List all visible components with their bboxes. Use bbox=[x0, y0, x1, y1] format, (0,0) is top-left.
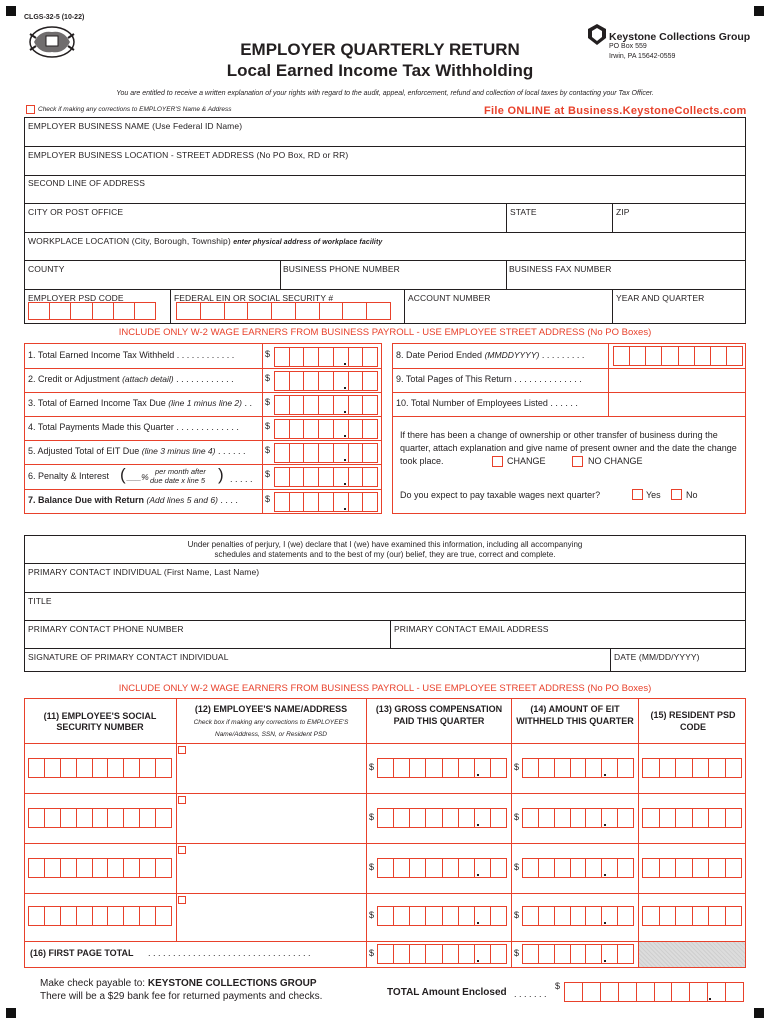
decimal-point bbox=[477, 960, 479, 962]
col-name-note: Check box if making any corrections to EMPLOYEE'S Name/Address, SSN, or Resident PSD bbox=[193, 719, 349, 738]
expect-no-checkbox[interactable] bbox=[671, 489, 682, 500]
county-field[interactable]: COUNTY bbox=[28, 264, 65, 274]
line3-dots: . . bbox=[244, 398, 253, 408]
include-notice-2: INCLUDE ONLY W-2 WAGE EARNERS FROM BUSINESS PAYROLL - USE EMPLOYEE STREET ADDRESS (No PO Boxes) bbox=[118, 683, 652, 694]
no-change-label: NO CHANGE bbox=[588, 456, 643, 466]
federal-ein-field[interactable]: FEDERAL EIN OR SOCIAL SECURITY # bbox=[174, 293, 334, 303]
employer-psd-cells[interactable] bbox=[28, 302, 156, 320]
decimal-point bbox=[477, 874, 479, 876]
line1-amount-cells[interactable] bbox=[274, 347, 378, 367]
col-eit-header: (14) AMOUNT OF EIT WITHHELD THIS QUARTER bbox=[516, 704, 634, 726]
line8-text: 8. Date Period Ended bbox=[396, 350, 483, 360]
decimal-point bbox=[477, 824, 479, 826]
gross-compensation-cells[interactable] bbox=[377, 858, 507, 878]
first-page-total-dots: . . . . . . . . . . . . . . . . . . . . . . . . . . . . . . . . . bbox=[148, 948, 311, 958]
shaded-cell bbox=[639, 942, 745, 967]
line6-percent[interactable]: ___% bbox=[127, 472, 149, 482]
resident-psd-cells[interactable] bbox=[642, 906, 742, 926]
city-field[interactable]: CITY OR POST OFFICE bbox=[28, 207, 124, 217]
bank-fee-note: There will be a $29 bank fee for returned payments and checks. bbox=[40, 991, 323, 1002]
total-enclosed-dots: . . . . . . . bbox=[514, 989, 547, 999]
contact-title-field[interactable]: TITLE bbox=[28, 596, 52, 606]
employer-psd-field[interactable]: EMPLOYER PSD CODE bbox=[28, 293, 124, 303]
business-name-field[interactable]: EMPLOYER BUSINESS NAME (Use Federal ID Name) bbox=[28, 121, 243, 131]
eit-withheld-cells[interactable] bbox=[522, 758, 634, 778]
line7-dots: . . . . bbox=[220, 495, 238, 505]
workplace-label: WORKPLACE LOCATION (City, Borough, Township) bbox=[28, 236, 231, 246]
dollar-sign: $ bbox=[514, 762, 520, 772]
line1-label: 1. Total Earned Income Tax Withheld . . . . . . . . . . . . bbox=[28, 350, 235, 360]
business-fax-field[interactable]: BUSINESS FAX NUMBER bbox=[509, 264, 612, 274]
second-address-field[interactable]: SECOND LINE OF ADDRESS bbox=[28, 178, 145, 188]
resident-psd-cells[interactable] bbox=[642, 858, 742, 878]
col-psd-header: (15) RESIDENT PSD CODE bbox=[650, 710, 736, 732]
dollar-sign: $ bbox=[514, 948, 520, 958]
registration-mark bbox=[754, 1008, 764, 1018]
line6-amount-cells[interactable] bbox=[274, 467, 378, 487]
line7-text: 7. Balance Due with Return bbox=[28, 495, 145, 505]
year-quarter-field[interactable]: YEAR AND QUARTER bbox=[616, 293, 705, 303]
workplace-hint: enter physical address of workplace facility bbox=[233, 239, 383, 246]
employer-correction-checkbox[interactable] bbox=[26, 105, 35, 114]
registration-mark bbox=[6, 1008, 16, 1018]
line6-label: 6. Penalty & Interest bbox=[28, 471, 110, 481]
line6-close-paren: ) bbox=[218, 465, 224, 484]
payable-line bbox=[40, 978, 317, 989]
decimal-point bbox=[344, 363, 346, 365]
decimal-point bbox=[477, 922, 479, 924]
zip-field[interactable]: ZIP bbox=[616, 207, 630, 217]
contact-name-field[interactable]: PRIMARY CONTACT INDIVIDUAL (First Name, Last Name) bbox=[28, 567, 260, 577]
change-checkbox[interactable] bbox=[492, 456, 503, 467]
decimal-point bbox=[604, 874, 606, 876]
employee-correction-checkbox[interactable] bbox=[178, 896, 186, 904]
dollar-sign: $ bbox=[514, 862, 520, 872]
decimal-point bbox=[344, 435, 346, 437]
registration-mark bbox=[754, 6, 764, 16]
state-field[interactable]: STATE bbox=[510, 207, 537, 217]
expect-wages-question: Do you expect to pay taxable wages next quarter? bbox=[400, 490, 601, 500]
line8-label bbox=[396, 350, 584, 360]
signature-field[interactable]: SIGNATURE OF PRIMARY CONTACT INDIVIDUAL bbox=[28, 652, 229, 662]
line3-note: (line 1 minus line 2) bbox=[168, 398, 242, 408]
contact-email-field[interactable]: PRIMARY CONTACT EMAIL ADDRESS bbox=[394, 624, 549, 634]
line8-dots: . . . . . . . . . bbox=[541, 350, 585, 360]
dollar-sign: $ bbox=[369, 812, 375, 822]
line3-text: 3. Total of Earned Income Tax Due bbox=[28, 398, 166, 408]
decimal-point bbox=[344, 459, 346, 461]
pa-seal-icon bbox=[26, 24, 78, 60]
page-subtitle: Local Earned Income Tax Withholding bbox=[226, 61, 534, 80]
col-gross-header: (13) GROSS COMPENSATION PAID THIS QUARTER bbox=[375, 704, 503, 726]
line6-note2: due date x line 5 bbox=[150, 476, 206, 485]
total-eit-cells[interactable] bbox=[522, 944, 634, 964]
eit-withheld-cells[interactable] bbox=[522, 858, 634, 878]
dollar-sign: $ bbox=[265, 421, 271, 431]
file-online-link[interactable]: File ONLINE at Business.KeystoneCollects.com bbox=[484, 105, 747, 117]
line5-label bbox=[28, 446, 246, 456]
eit-withheld-cells[interactable] bbox=[522, 906, 634, 926]
dollar-sign: $ bbox=[555, 981, 561, 991]
dollar-sign: $ bbox=[265, 494, 271, 504]
expect-yes-label: Yes bbox=[646, 490, 661, 500]
gross-compensation-cells[interactable] bbox=[377, 808, 507, 828]
line8-note: (MMDDYYYY) bbox=[484, 350, 540, 360]
decimal-point bbox=[344, 387, 346, 389]
line3-label bbox=[28, 398, 252, 408]
resident-psd-cells[interactable] bbox=[642, 758, 742, 778]
employer-correction-label: Check if making any corrections to EMPLOYER'S Name & Address bbox=[38, 106, 232, 113]
line6-note bbox=[150, 467, 206, 485]
total-enclosed-cells[interactable] bbox=[564, 982, 744, 1002]
registration-mark bbox=[6, 6, 16, 16]
col-ssn-header: (11) EMPLOYEE'S SOCIAL SECURITY NUMBER bbox=[43, 711, 157, 732]
line2-text: 2. Credit or Adjustment bbox=[28, 374, 120, 384]
no-change-checkbox[interactable] bbox=[572, 456, 583, 467]
include-notice: INCLUDE ONLY W-2 WAGE EARNERS FROM BUSINESS PAYROLL - USE EMPLOYEE STREET ADDRESS (No PO Boxes) bbox=[118, 327, 652, 338]
business-location-field[interactable]: EMPLOYER BUSINESS LOCATION - STREET ADDRESS (No PO Box, RD or RR) bbox=[28, 150, 349, 160]
business-phone-field[interactable]: BUSINESS PHONE NUMBER bbox=[283, 264, 400, 274]
payee-name: KEYSTONE COLLECTIONS GROUP bbox=[147, 978, 317, 989]
payable-label: Make check payable to: bbox=[40, 978, 146, 989]
dollar-sign: $ bbox=[369, 762, 375, 772]
dollar-sign: $ bbox=[265, 397, 271, 407]
line5-dots: . . . . . . bbox=[217, 446, 246, 456]
rights-notice: You are entitled to receive a written explanation of your rights with regard to the audit, appeal, enforcement, refund and collection of local taxes by contacting your Tax Officer. bbox=[116, 90, 654, 97]
resident-psd-cells[interactable] bbox=[642, 808, 742, 828]
dollar-sign: $ bbox=[514, 910, 520, 920]
perjury-text-1: Under penalties of perjury, I (we) declare that I (we) have examined this information, including all accompanying bbox=[187, 540, 583, 549]
line7-note: (Add lines 5 and 6) bbox=[146, 495, 218, 505]
date-period-cells[interactable] bbox=[613, 346, 743, 366]
keystone-logo-icon bbox=[587, 24, 607, 46]
signature-date-field[interactable]: DATE (MM/DD/YYYY) bbox=[614, 652, 700, 662]
line2-dots: . . . . . . . . . . . . bbox=[176, 374, 234, 384]
ownership-text: If there has been a change of ownership or other transfer of business during the quarter, attach explanation and give name of present owner and the date the change took place. bbox=[400, 430, 737, 466]
dollar-sign: $ bbox=[514, 812, 520, 822]
org-address-line1: PO Box 559 bbox=[609, 43, 647, 50]
gross-compensation-cells[interactable] bbox=[377, 906, 507, 926]
gross-compensation-cells[interactable] bbox=[377, 758, 507, 778]
employee-ssn-cells[interactable] bbox=[28, 906, 172, 926]
dollar-sign: $ bbox=[369, 948, 375, 958]
contact-phone-field[interactable]: PRIMARY CONTACT PHONE NUMBER bbox=[28, 624, 184, 634]
employee-correction-checkbox[interactable] bbox=[178, 846, 186, 854]
line5-note: (line 3 minus line 4) bbox=[141, 446, 216, 456]
first-page-total-label: (16) FIRST PAGE TOTAL bbox=[30, 948, 134, 958]
expect-yes-checkbox[interactable] bbox=[632, 489, 643, 500]
dollar-sign: $ bbox=[265, 373, 271, 383]
line3-amount-cells[interactable] bbox=[274, 395, 378, 415]
line4-label: 4. Total Payments Made this Quarter . . . . . . . . . . . . . bbox=[28, 422, 239, 432]
decimal-point bbox=[344, 483, 346, 485]
line5-text: 5. Adjusted Total of EIT Due bbox=[28, 446, 140, 456]
line2-amount-cells[interactable] bbox=[274, 371, 378, 391]
page-title: EMPLOYER QUARTERLY RETURN bbox=[240, 40, 520, 59]
line6-open-paren: ( bbox=[120, 465, 126, 484]
workplace-field[interactable] bbox=[28, 236, 382, 246]
dollar-sign: $ bbox=[265, 349, 271, 359]
decimal-point bbox=[477, 774, 479, 776]
dollar-sign: $ bbox=[265, 469, 271, 479]
eit-withheld-cells[interactable] bbox=[522, 808, 634, 828]
line6-note1: per month after bbox=[155, 467, 206, 476]
dollar-sign: $ bbox=[369, 910, 375, 920]
line7-amount-cells[interactable] bbox=[274, 492, 378, 512]
dollar-sign: $ bbox=[369, 862, 375, 872]
form-code: CLGS-32-5 (10-22) bbox=[24, 14, 85, 21]
decimal-point bbox=[604, 824, 606, 826]
change-label: CHANGE bbox=[507, 456, 546, 466]
employee-ssn-cells[interactable] bbox=[28, 758, 172, 778]
line9-label: 9. Total Pages of This Return . . . . . . . . . . . . . . bbox=[396, 374, 582, 384]
decimal-point bbox=[344, 508, 346, 510]
employee-correction-checkbox[interactable] bbox=[178, 796, 186, 804]
org-name: Keystone Collections Group bbox=[609, 31, 751, 43]
dollar-sign: $ bbox=[265, 445, 271, 455]
line2-label bbox=[28, 374, 234, 384]
org-address-line2: Irwin, PA 15642-0559 bbox=[609, 53, 676, 60]
decimal-point bbox=[709, 998, 711, 1000]
expect-no-label: No bbox=[686, 490, 698, 500]
perjury-text-2: schedules and statements and to the best of my (our) belief, they are true, correct and complete. bbox=[214, 550, 556, 559]
employee-ssn-cells[interactable] bbox=[28, 808, 172, 828]
col-name-header: (12) EMPLOYEE'S NAME/ADDRESS bbox=[194, 704, 348, 714]
line2-note: (attach detail) bbox=[122, 374, 174, 384]
line5-amount-cells[interactable] bbox=[274, 443, 378, 463]
employee-correction-checkbox[interactable] bbox=[178, 746, 186, 754]
decimal-point bbox=[604, 960, 606, 962]
total-enclosed-label: TOTAL Amount Enclosed bbox=[387, 987, 507, 998]
line7-label bbox=[28, 495, 238, 505]
decimal-point bbox=[344, 411, 346, 413]
total-gross-cells[interactable] bbox=[377, 944, 507, 964]
line6-dots: . . . . . bbox=[230, 474, 253, 484]
line4-amount-cells[interactable] bbox=[274, 419, 378, 439]
account-number-field[interactable]: ACCOUNT NUMBER bbox=[408, 293, 491, 303]
federal-ein-cells[interactable] bbox=[176, 302, 391, 320]
line10-label: 10. Total Number of Employees Listed . . . . . . bbox=[396, 398, 578, 408]
decimal-point bbox=[604, 922, 606, 924]
decimal-point bbox=[604, 774, 606, 776]
employee-ssn-cells[interactable] bbox=[28, 858, 172, 878]
